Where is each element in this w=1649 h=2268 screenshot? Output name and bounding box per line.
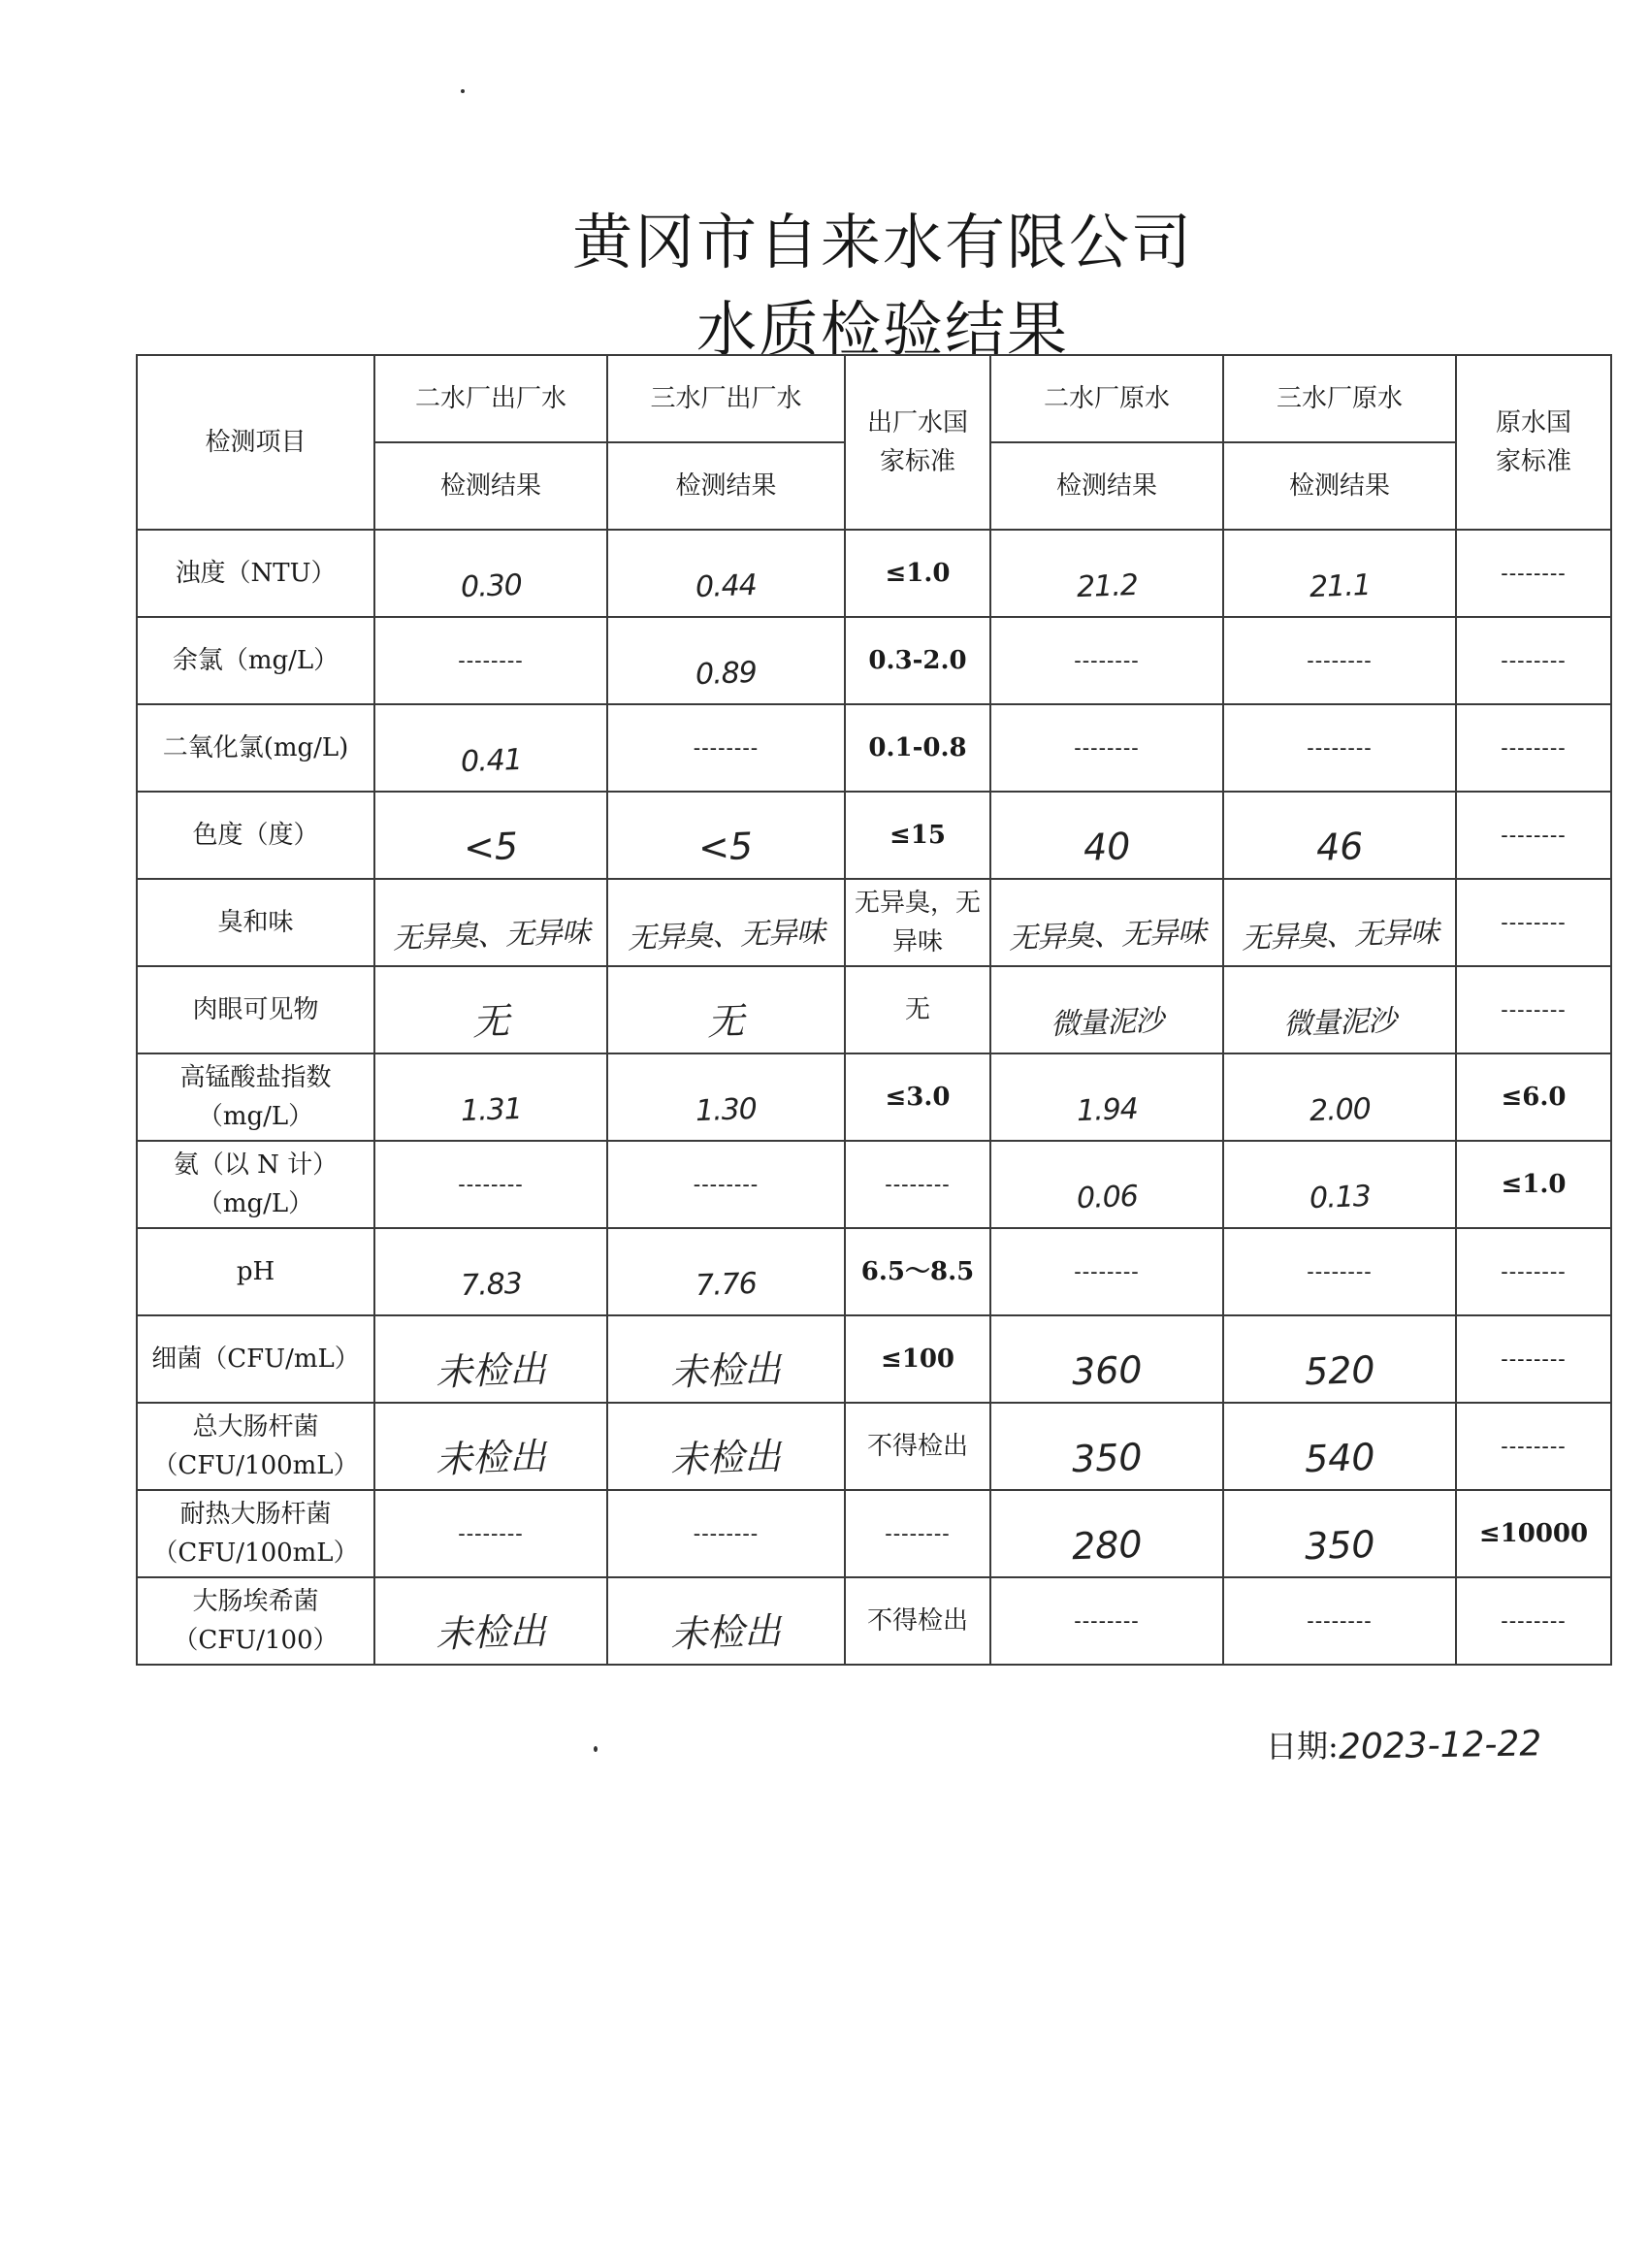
scan-speck: [594, 1746, 598, 1752]
factory-std-cell: ≤3.0: [845, 1053, 990, 1141]
item-name: 肉眼可见物: [137, 966, 374, 1053]
result-cell: 0.30: [374, 530, 607, 617]
header-raw-std: 原水国 家标准: [1456, 355, 1611, 530]
factory-std-cell: 6.5～8.5: [845, 1228, 990, 1315]
header-result-1: 检测结果: [374, 442, 607, 530]
date-label: 日期:: [1266, 1728, 1339, 1765]
header-col-3: 二水厂原水: [990, 355, 1223, 442]
raw-std-cell: --------: [1456, 792, 1611, 879]
header-result-4: 检测结果: [1223, 442, 1456, 530]
result-cell: --------: [990, 1228, 1223, 1315]
result-cell: --------: [1223, 1228, 1456, 1315]
result-cell: 7.76: [607, 1228, 845, 1315]
table-row: [137, 1403, 1611, 1490]
date-value: 2023-12-22: [1338, 1724, 1542, 1767]
result-cell: 微量泥沙: [990, 966, 1223, 1053]
item-name: 二氧化氯(mg/L): [137, 704, 374, 792]
header-item: 检测项目: [137, 355, 374, 530]
factory-std-cell: ≤15: [845, 792, 990, 879]
raw-std-cell: --------: [1456, 1403, 1611, 1490]
result-cell: 微量泥沙: [1223, 966, 1456, 1053]
result-cell: 无异臭、无异味: [1223, 879, 1456, 966]
header-factory-std: 出厂水国 家标准: [845, 355, 990, 530]
result-cell: 0.13: [1223, 1141, 1456, 1228]
result-cell: 0.06: [990, 1141, 1223, 1228]
item-name: 余氯（mg/L）: [137, 617, 374, 704]
result-cell: --------: [607, 704, 845, 792]
header-col-4: 三水厂原水: [1223, 355, 1456, 442]
result-cell: 40: [990, 792, 1223, 879]
result-cell: 无异臭、无异味: [607, 879, 845, 966]
item-name: 细菌（CFU/mL）: [137, 1315, 374, 1403]
result-cell: 无: [607, 966, 845, 1053]
table-row: [137, 966, 1611, 1053]
item-name: pH: [137, 1228, 374, 1315]
result-cell: 350: [990, 1403, 1223, 1490]
date-line: [1266, 1722, 1541, 1766]
result-cell: 未检出: [607, 1403, 845, 1490]
result-cell: <5: [374, 792, 607, 879]
result-cell: --------: [607, 1141, 845, 1228]
result-cell: --------: [990, 704, 1223, 792]
table-row: [137, 1490, 1611, 1577]
result-cell: 280: [990, 1490, 1223, 1577]
result-cell: 未检出: [374, 1403, 607, 1490]
page-title: 黄冈市自来水有限公司: [571, 207, 1193, 277]
factory-std-cell: 不得检出: [845, 1577, 990, 1665]
result-cell: --------: [990, 617, 1223, 704]
table-row: [137, 1315, 1611, 1403]
result-cell: 未检出: [607, 1315, 845, 1403]
item-name: 臭和味: [137, 879, 374, 966]
table-row: [137, 792, 1611, 879]
result-cell: --------: [990, 1577, 1223, 1665]
result-cell: --------: [374, 1141, 607, 1228]
factory-std-cell: 不得检出: [845, 1403, 990, 1490]
factory-std-cell: ≤1.0: [845, 530, 990, 617]
result-cell: --------: [1223, 1577, 1456, 1665]
result-cell: 无异臭、无异味: [990, 879, 1223, 966]
header-result-2: 检测结果: [607, 442, 845, 530]
result-cell: <5: [607, 792, 845, 879]
item-name: 高锰酸盐指数（mg/L）: [137, 1053, 374, 1141]
table-row: [137, 1141, 1611, 1228]
raw-std-cell: --------: [1456, 1228, 1611, 1315]
result-cell: --------: [1223, 704, 1456, 792]
result-cell: 350: [1223, 1490, 1456, 1577]
factory-std-cell: 0.3-2.0: [845, 617, 990, 704]
table-row: [137, 530, 1611, 617]
raw-std-cell: ≤6.0: [1456, 1053, 1611, 1141]
result-cell: 1.30: [607, 1053, 845, 1141]
header-col-1: 二水厂出厂水: [374, 355, 607, 442]
result-cell: --------: [607, 1490, 845, 1577]
table-row: [137, 1053, 1611, 1141]
raw-std-cell: --------: [1456, 879, 1611, 966]
item-name: 浊度（NTU）: [137, 530, 374, 617]
result-cell: 46: [1223, 792, 1456, 879]
result-cell: 520: [1223, 1315, 1456, 1403]
result-cell: 未检出: [374, 1315, 607, 1403]
result-cell: --------: [374, 617, 607, 704]
raw-std-cell: --------: [1456, 1577, 1611, 1665]
result-cell: 未检出: [607, 1577, 845, 1665]
factory-std-cell: 无: [845, 966, 990, 1053]
results-table: [136, 354, 1612, 1666]
raw-std-cell: --------: [1456, 530, 1611, 617]
table-row: [137, 1228, 1611, 1315]
factory-std-cell: 无异臭，无异味: [845, 879, 990, 966]
raw-std-cell: --------: [1456, 1315, 1611, 1403]
result-cell: 0.41: [374, 704, 607, 792]
result-cell: 1.31: [374, 1053, 607, 1141]
result-cell: --------: [374, 1490, 607, 1577]
header-col-2: 三水厂出厂水: [607, 355, 845, 442]
item-name: 总大肠杆菌（CFU/100mL）: [137, 1403, 374, 1490]
result-cell: 1.94: [990, 1053, 1223, 1141]
item-name: 耐热大肠杆菌（CFU/100mL）: [137, 1490, 374, 1577]
result-cell: 无异臭、无异味: [374, 879, 607, 966]
result-cell: 7.83: [374, 1228, 607, 1315]
result-cell: 0.44: [607, 530, 845, 617]
factory-std-cell: 0.1-0.8: [845, 704, 990, 792]
result-cell: 540: [1223, 1403, 1456, 1490]
raw-std-cell: --------: [1456, 617, 1611, 704]
result-cell: 0.89: [607, 617, 845, 704]
item-name: 大肠埃希菌（CFU/100）: [137, 1577, 374, 1665]
result-cell: --------: [1223, 617, 1456, 704]
item-name: 色度（度）: [137, 792, 374, 879]
table-row: [137, 617, 1611, 704]
result-cell: 2.00: [1223, 1053, 1456, 1141]
table-row: [137, 1577, 1611, 1665]
raw-std-cell: --------: [1456, 704, 1611, 792]
raw-std-cell: ≤1.0: [1456, 1141, 1611, 1228]
result-cell: 21.1: [1223, 530, 1456, 617]
result-cell: 无: [374, 966, 607, 1053]
page-subtitle: 水质检验结果: [695, 294, 1069, 365]
scan-speck: [461, 89, 465, 93]
factory-std-cell: --------: [845, 1141, 990, 1228]
factory-std-cell: ≤100: [845, 1315, 990, 1403]
result-cell: 360: [990, 1315, 1223, 1403]
factory-std-cell: --------: [845, 1490, 990, 1577]
raw-std-cell: --------: [1456, 966, 1611, 1053]
header-result-3: 检测结果: [990, 442, 1223, 530]
raw-std-cell: ≤10000: [1456, 1490, 1611, 1577]
table-row: [137, 704, 1611, 792]
result-cell: 21.2: [990, 530, 1223, 617]
table-row: [137, 879, 1611, 966]
result-cell: 未检出: [374, 1577, 607, 1665]
item-name: 氨（以 N 计）（mg/L）: [137, 1141, 374, 1228]
